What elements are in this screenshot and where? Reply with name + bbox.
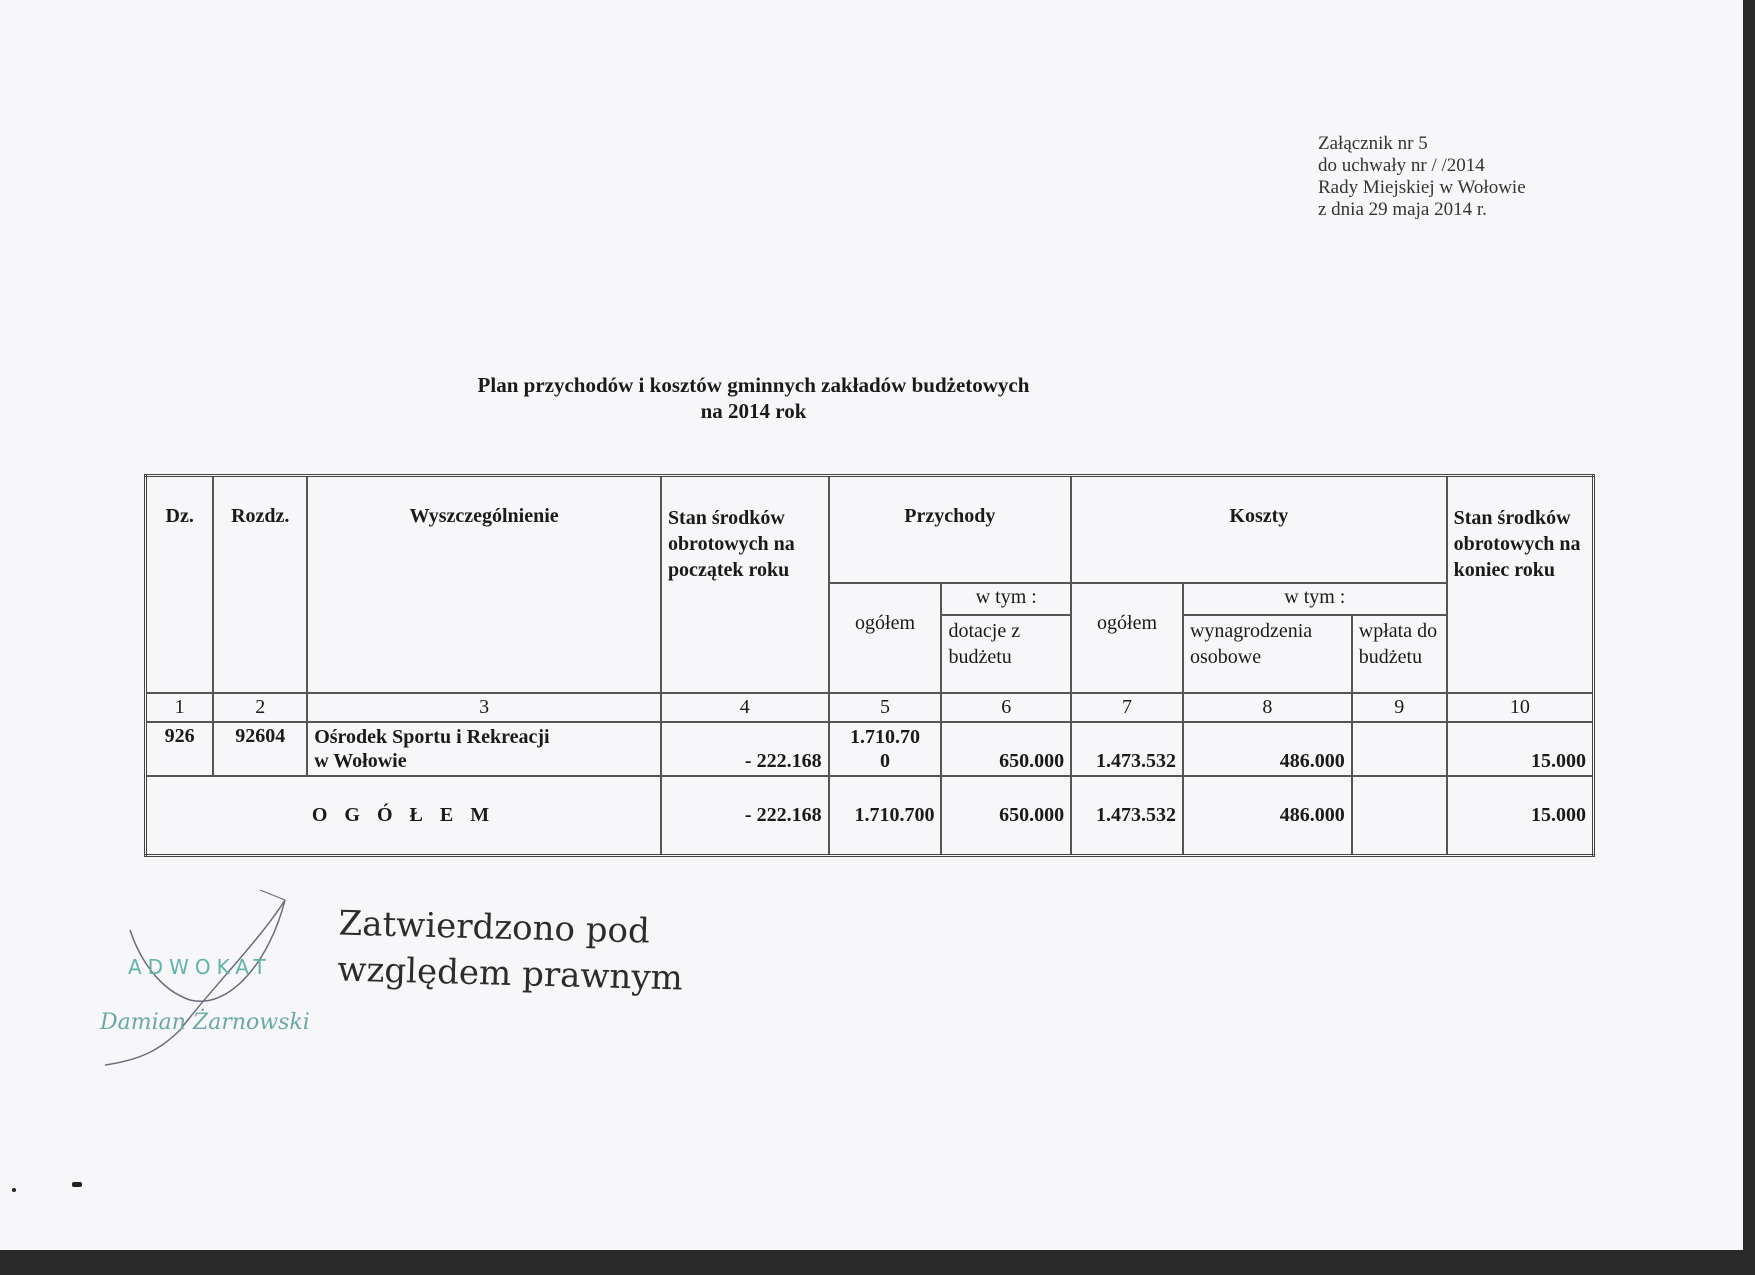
cell-dotacje: 650.000 [941,722,1071,776]
title-line: na 2014 rok [700,399,807,423]
column-number: 10 [1447,693,1594,722]
cell-wynagrodzenia: 486.000 [1183,722,1352,776]
column-number: 1 [146,693,214,722]
header-wyszczegolnienie: Wyszczególnienie [307,476,661,693]
total-stan-poczatek: - 222.168 [661,776,829,856]
header-przychody: Przychody [829,476,1072,583]
column-number: 5 [829,693,942,722]
column-number: 7 [1071,693,1183,722]
stamp-line: względem prawnym [336,949,684,999]
annex-line: z dnia 29 maja 2014 r. [1318,199,1487,220]
cell-stan-koniec: 15.000 [1447,722,1594,776]
total-wynagrodzenia: 486.000 [1183,776,1352,856]
budget-plan-table [144,474,1595,857]
header-koszty: Koszty [1071,476,1447,583]
table-row [146,722,1594,776]
total-row [146,776,1594,856]
annex-line: Rady Miejskiej w Wołowie [1318,177,1526,198]
cell-rozdz: 92604 [213,722,307,776]
cell-name-line: Ośrodek Sportu i Rekreacji [314,725,550,748]
approval-stamp [337,900,685,1001]
cell-name-line: w Wołowie [314,749,407,772]
signature-name: Damian Żarnowski [100,1010,310,1035]
header-dz: Dz. [146,476,214,693]
total-dotacje: 650.000 [941,776,1071,856]
header-dotacje: dotacje z budżetu [941,615,1071,693]
total-koszty-ogolem: 1.473.532 [1071,776,1183,856]
total-przychody-ogolem: 1.710.700 [829,776,942,856]
total-wplata [1352,776,1447,856]
header-wynagrodzenia: wynagrodzenia osobowe [1183,615,1352,693]
total-label: O G Ó Ł E M [146,776,661,856]
annex-reference [1318,133,1526,221]
column-number: 8 [1183,693,1352,722]
cell-koszty-ogolem: 1.473.532 [1071,722,1183,776]
header-koszty-w-tym: w tym : [1183,583,1447,615]
title-line: Plan przychodów i kosztów gminnych zakładów budżetowych [477,373,1030,397]
header-stan-koniec: Stan środków obrotowych na koniec roku [1447,476,1594,693]
document-title [0,372,1743,424]
column-number: 3 [307,693,661,722]
column-number: 6 [941,693,1071,722]
scan-speck [12,1188,16,1192]
annex-line: Załącznik nr 5 [1318,133,1428,154]
stamp-line: Zatwierdzono pod [338,903,651,952]
header-przychody-w-tym: w tym : [941,583,1071,615]
scan-speck [72,1182,82,1187]
column-number: 2 [213,693,307,722]
total-stan-koniec: 15.000 [1447,776,1594,856]
cell-value-line: 1.710.70 [850,725,921,748]
header-stan-poczatek: Stan środków obrotowych na początek roku [661,476,829,693]
signature-role: ADWOKAT [128,955,272,979]
cell-stan-poczatek: - 222.168 [661,722,829,776]
header-koszty-ogolem: ogółem [1071,583,1183,693]
header-rozdz: Rozdz. [213,476,307,693]
cell-value-line: 0 [880,749,891,772]
cell-przychody-ogolem [829,722,942,776]
column-number: 4 [661,693,829,722]
header-wplata: wpłata do budżetu [1352,615,1447,693]
cell-wplata [1352,722,1447,776]
column-number: 9 [1352,693,1447,722]
annex-line: do uchwały nr / /2014 [1318,155,1485,176]
header-przychody-ogolem: ogółem [829,583,942,693]
cell-dz: 926 [146,722,214,776]
cell-name [307,722,661,776]
